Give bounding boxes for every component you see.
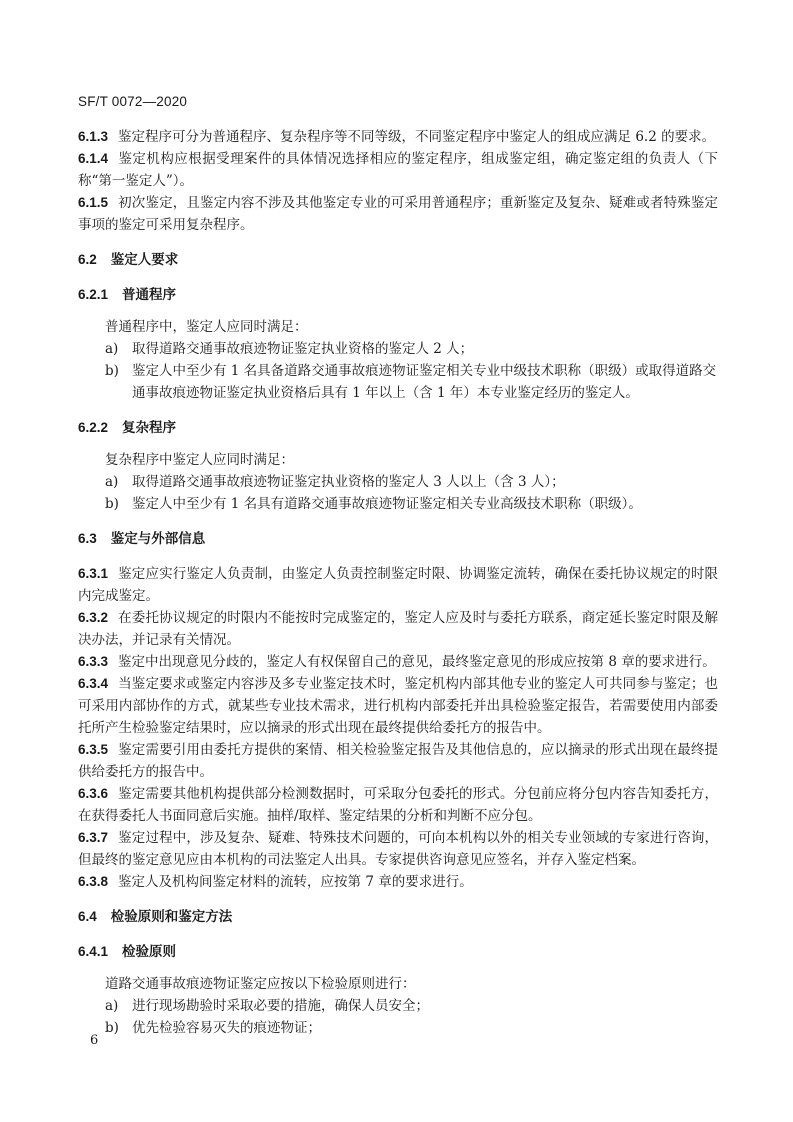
clause-number: 6.3.6 bbox=[78, 786, 109, 801]
clause-text: 当鉴定要求或鉴定内容涉及多专业鉴定技术时，鉴定机构内部其他专业的鉴定人可共同参与鉴定；也可采用内部协作的方式，就某些专业技术需求，进行机构内部委托并出具检验鉴定报告，若需要使用内部委托所产生检验鉴定结果时，应以摘录的形式出现在最终提供给委托方的报告中。 bbox=[78, 676, 718, 736]
standard-code: SF/T 0072—2020 bbox=[78, 94, 188, 109]
section-number: 6.4 bbox=[78, 909, 97, 924]
clause-text: 鉴定人及机构间鉴定材料的流转，应按第 7 章的要求进行。 bbox=[118, 874, 473, 890]
subsection-title: 普通程序 bbox=[122, 287, 177, 302]
clause-6-3-5 bbox=[78, 739, 718, 783]
clause-text: 鉴定应实行鉴定人负责制，由鉴定人负责控制鉴定时限、协调鉴定流转，确保在委托协议规定的时限内完成鉴定。 bbox=[78, 566, 718, 604]
clause-number: 6.3.8 bbox=[78, 874, 109, 889]
subsection-title: 复杂程序 bbox=[122, 420, 177, 435]
list-item-text: 取得道路交通事故痕迹物证鉴定执业资格的鉴定人 2 人； bbox=[132, 341, 474, 357]
section-title: 鉴定与外部信息 bbox=[110, 531, 206, 546]
clause-text: 鉴定程序可分为普通程序、复杂程序等不同等级，不同鉴定程序中鉴定人的组成应满足 6.2 的要求。 bbox=[118, 129, 716, 145]
document-body bbox=[78, 126, 718, 1039]
subsection-heading-6-2-1 bbox=[78, 284, 718, 306]
clause-6-1-3 bbox=[78, 126, 718, 148]
list-marker: b) bbox=[105, 1020, 119, 1036]
clause-number: 6.3.4 bbox=[78, 676, 109, 691]
list-marker: b) bbox=[105, 496, 119, 512]
list-marker: a) bbox=[105, 998, 119, 1014]
subsection-number: 6.4.1 bbox=[78, 944, 109, 959]
clause-number: 6.3.3 bbox=[78, 654, 109, 669]
subsection-heading-6-4-1 bbox=[78, 941, 718, 963]
list-item bbox=[78, 360, 718, 404]
list-item-text: 取得道路交通事故痕迹物证鉴定执业资格的鉴定人 3 人以上（含 3 人）； bbox=[132, 474, 565, 490]
clause-number: 6.1.5 bbox=[78, 195, 109, 210]
list-item bbox=[78, 995, 718, 1017]
list-item-text: 鉴定人中至少有 1 名具有道路交通事故痕迹物证鉴定相关专业高级技术职称（职级）。 bbox=[132, 496, 642, 512]
list-item-text: 优先检验容易灭失的痕迹物证； bbox=[132, 1020, 321, 1036]
clause-6-3-2 bbox=[78, 607, 718, 651]
section-heading-6-3 bbox=[78, 528, 718, 550]
clause-text: 鉴定机构应根据受理案件的具体情况选择相应的鉴定程序，组成鉴定组，确定鉴定组的负责人（下称“第一鉴定人”）。 bbox=[78, 151, 718, 189]
clause-6-3-7 bbox=[78, 827, 718, 871]
clause-6-3-1 bbox=[78, 563, 718, 607]
clause-number: 6.3.2 bbox=[78, 610, 109, 625]
clause-6-3-3 bbox=[78, 651, 718, 673]
section-number: 6.3 bbox=[78, 531, 97, 546]
subsection-heading-6-2-2 bbox=[78, 417, 718, 439]
section-heading-6-4 bbox=[78, 906, 718, 928]
clause-text: 鉴定需要其他机构提供部分检测数据时，可采取分包委托的形式。分包前应将分包内容告知委托方，在获得委托人书面同意后实施。抽样/取样、鉴定结果的分析和判断不应分包。 bbox=[78, 786, 718, 824]
clause-text: 在委托协议规定的时限内不能按时完成鉴定的，鉴定人应及时与委托方联系，商定延长鉴定时限及解决办法，并记录有关情况。 bbox=[78, 610, 718, 648]
subsection-title: 检验原则 bbox=[122, 944, 177, 959]
clause-6-3-4 bbox=[78, 673, 718, 739]
clause-number: 6.3.7 bbox=[78, 830, 109, 845]
intro-text: 普通程序中，鉴定人应同时满足： bbox=[105, 319, 308, 335]
clause-number: 6.1.4 bbox=[78, 151, 109, 166]
clause-text: 鉴定中出现意见分歧的，鉴定人有权保留自己的意见，最终鉴定意见的形成应按第 8 章的要求进行。 bbox=[118, 654, 716, 670]
list-marker: b) bbox=[105, 363, 119, 379]
section-heading-6-2 bbox=[78, 249, 718, 271]
intro-text: 道路交通事故痕迹物证鉴定应按以下检验原则进行： bbox=[105, 976, 416, 992]
clause-6-3-8 bbox=[78, 871, 718, 893]
list-item bbox=[78, 338, 718, 360]
clause-number: 6.1.3 bbox=[78, 129, 109, 144]
section-title: 鉴定人要求 bbox=[110, 252, 179, 267]
section-number: 6.2 bbox=[78, 252, 97, 267]
clause-6-1-5 bbox=[78, 192, 718, 236]
clause-number: 6.3.5 bbox=[78, 742, 109, 757]
list-item bbox=[78, 471, 718, 493]
list-item bbox=[78, 493, 718, 515]
subsection-number: 6.2.2 bbox=[78, 420, 109, 435]
clause-number: 6.3.1 bbox=[78, 566, 109, 581]
clause-6-3-6 bbox=[78, 783, 718, 827]
list-item bbox=[78, 1017, 718, 1039]
page-number: 6 bbox=[90, 1033, 99, 1048]
list-item-text: 进行现场勘验时采取必要的措施，确保人员安全； bbox=[132, 998, 429, 1014]
clause-6-1-4 bbox=[78, 148, 718, 192]
list-marker: a) bbox=[105, 474, 119, 490]
section-title: 检验原则和鉴定方法 bbox=[110, 909, 233, 924]
intro-text: 复杂程序中鉴定人应同时满足： bbox=[105, 452, 294, 468]
clause-text: 鉴定过程中，涉及复杂、疑难、特殊技术问题的，可向本机构以外的相关专业领域的专家进行咨询，但最终的鉴定意见应由本机构的司法鉴定人出具。专家提供咨询意见应签名，并存入鉴定档案。 bbox=[78, 830, 718, 868]
list-marker: a) bbox=[105, 341, 119, 357]
subsection-number: 6.2.1 bbox=[78, 287, 109, 302]
list-item-text: 鉴定人中至少有 1 名具备道路交通事故痕迹物证鉴定相关专业中级技术职称（职级）或取得道路交通事故痕迹物证鉴定执业资格后具有 1 年以上（含 1 年）本专业鉴定经历的鉴定人。 bbox=[132, 363, 717, 401]
clause-text: 初次鉴定，且鉴定内容不涉及其他鉴定专业的可采用普通程序；重新鉴定及复杂、疑难或者特殊鉴定事项的鉴定可采用复杂程序。 bbox=[78, 195, 718, 233]
clause-text: 鉴定需要引用由委托方提供的案情、相关检验鉴定报告及其他信息的，应以摘录的形式出现在最终提供给委托方的报告中。 bbox=[78, 742, 718, 780]
